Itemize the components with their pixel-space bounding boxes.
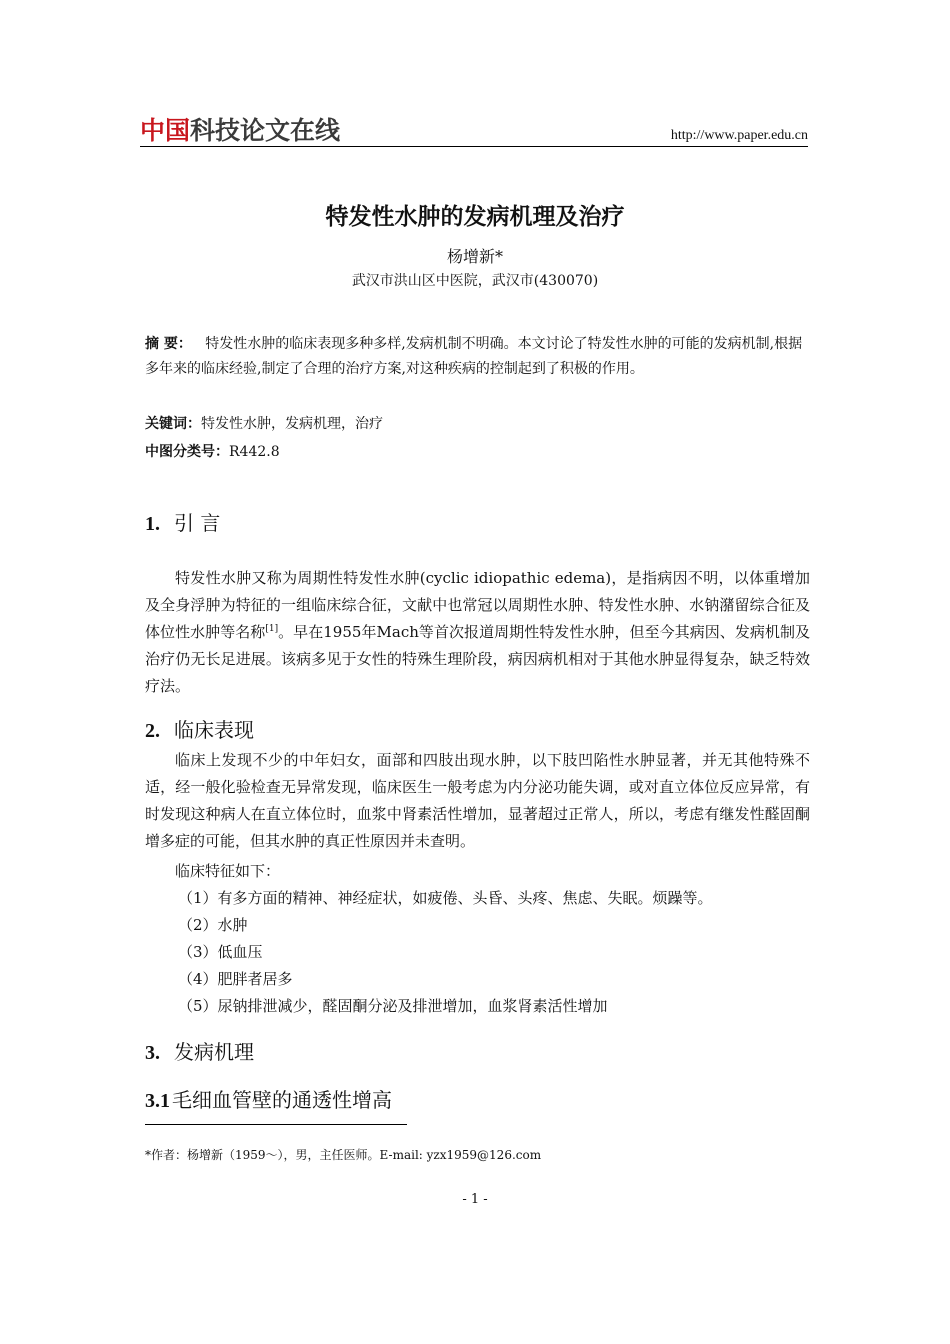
section-number: 1.	[145, 513, 160, 535]
keywords-text: 特发性水肿，发病机理，治疗	[201, 416, 383, 432]
author-footnote: *作者：杨增新（1959～），男，主任医师。E-mail: yzx1959@126.com	[145, 1148, 542, 1162]
footnote-divider	[145, 1124, 407, 1125]
header-divider	[140, 146, 808, 147]
section-number: 3.	[145, 1042, 160, 1064]
keywords-label: 关键词：	[145, 416, 201, 432]
classification-text: R442.8	[229, 444, 280, 460]
section-title: 发病机理	[174, 1040, 254, 1064]
abstract-label: 摘 要：	[145, 336, 192, 352]
citation-ref: [1]	[265, 624, 279, 634]
section-title: 临床表现	[174, 718, 254, 742]
section-number: 2.	[145, 720, 160, 742]
logo-text-dark: 科技论文在线	[190, 116, 341, 145]
section-title: 引 言	[174, 511, 221, 535]
classification-label: 中图分类号：	[145, 444, 229, 460]
section-heading-3	[145, 1036, 254, 1065]
clinical-paragraph: 临床上发现不少的中年妇女，面部和四肢出现水肿，以下肢凹陷性水肿显著，并无其他特殊不适，经一般化验检查无异常发现，临床医生一般考虑为内分泌功能失调，或对直立体位反应异常，有时发现这种病人在直立体位时，血浆中肾素活性增加，显著超过正常人，所以，考虑有继发性醛固酮增多症的可能，但其水肿的真正性原因并未查明。	[145, 751, 810, 850]
list-item: （1）有多方面的精神、神经症状，如疲倦、头昏、头疼、焦虑、失眠。烦躁等。	[178, 889, 713, 907]
section-heading-2	[145, 714, 254, 743]
list-item: （2）水肿	[178, 916, 248, 934]
paper-title: 特发性水肿的发病机理及治疗	[325, 204, 625, 230]
section-heading-1	[145, 507, 220, 536]
logo-text-red: 中国	[140, 116, 191, 145]
subsection-number: 3.1	[145, 1090, 170, 1112]
header-url[interactable]: http://www.paper.edu.cn	[670, 128, 808, 143]
abstract-text: 特发性水肿的临床表现多种多样,发病机制不明确。本文讨论了特发性水肿的可能的发病机制,根据多年来的临床经验,制定了合理的治疗方案,对这种疾病的控制起到了积极的作用。	[145, 336, 803, 377]
list-item: （4）肥胖者居多	[178, 970, 293, 988]
author-name: 杨增新*	[446, 247, 503, 266]
subsection-heading-3-1	[145, 1084, 392, 1113]
journal-logo	[140, 114, 340, 144]
list-item: （3）低血压	[178, 943, 263, 961]
clinical-features-intro: 临床特征如下：	[175, 862, 281, 880]
intro-text-a: 特发性水肿又称为周期性特发性水肿(cyclic idiopathic edema)，是指病因不明，以体重增加及全身浮肿为特征的一组临床综合征，文献中也常冠以周期性水肿、特发性水肿、水钠潴留综合征及体位性水肿等名称	[145, 569, 810, 641]
subsection-title: 毛细血管壁的通透性增高	[172, 1088, 392, 1112]
intro-paragraph	[145, 565, 810, 700]
classification	[145, 440, 280, 465]
abstract	[145, 332, 810, 382]
author-affiliation: 武汉市洪山区中医院，武汉市(430070)	[351, 273, 599, 289]
keywords	[145, 412, 383, 437]
intro-text-b: 。早在1955年Mach等首次报道周期性特发性水肿，但至今其病因、发病机制及治疗仍无长足进展。该病多见于女性的特殊生理阶段，病因病机相对于其他水肿显得复杂，缺乏特效疗法。	[145, 623, 810, 695]
page-number: - 1 -	[462, 1192, 488, 1207]
list-item: （5）尿钠排泄减少，醛固酮分泌及排泄增加，血浆肾素活性增加	[178, 997, 608, 1015]
